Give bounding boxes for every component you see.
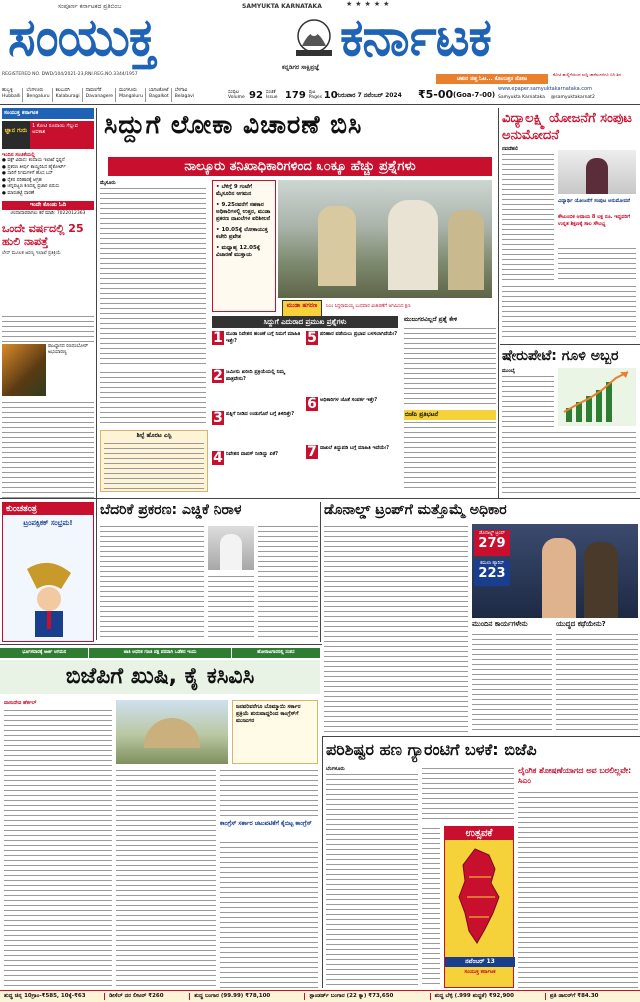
masthead-title-2: ಕರ್ನಾಟಕ (340, 8, 491, 68)
trump-more-1: ಮುಂದಿನ ಕಾರ್ಯಗಳೇನು (472, 620, 528, 628)
census-photo (116, 700, 228, 764)
trump-votes-box: ಡೊನಾಲ್ಡ್ ಟ್ರಂಪ್ 279 (474, 530, 510, 556)
issue-price-goa: (Goa-7-00) (453, 91, 496, 99)
muda-tag: ಮುಡಾ ಹಗರಣ (282, 300, 322, 320)
twitter-link[interactable]: @samyuktakarnat2 (550, 95, 595, 100)
tiger-photo-caption: ರಾಜಸ್ಥಾನದ ರಣಥಂಬೋರ್ ಅಭಯಾರಣ್ಯ (48, 344, 88, 355)
hdk-headline: ಬೆದರಿಕೆ ಪ್ರಕರಣ: ಎಚ್ಡಿಕೆ ನಿರಾಳ (100, 502, 242, 518)
website-link[interactable]: www.epaper.samyuktakarnataka.com (498, 86, 592, 92)
trump-headline: ಡೊನಾಲ್ಡ್ ಟ್ರಂಪ್‌ಗೆ ಮತ್ತೊಮ್ಮೆ ಅಧಿಕಾರ (324, 502, 507, 518)
edition-item: ಮಂಗಳೂರು Mangaluru (119, 88, 146, 102)
vidyalakshmi-pull1: ವಿದ್ಯಾರ್ಥಿ ಯೋಜನೆಗೆ ಸಂಪುಟ ಅನುಮೋದನೆ (558, 198, 630, 204)
question-item: 3 ಪತ್ನಿಗೆ ನೀಡಿದ ಉಡುಗೊರೆ ಬಗ್ಗೆ ತಿಳಿದಿತ್ತೇ? (213, 410, 295, 426)
tiger-story-title: ಒಂದೇ ವರ್ಷದಲ್ಲಿ 25 ಹುಲಿ ನಾಪತ್ತೆ (2, 222, 84, 248)
census-headline: ಬಿಜೆಪಿಗೆ ಖುಷಿ, ಕೈ ಕಸಿವಿಸಿ (0, 660, 320, 694)
cartoon-figure-icon (21, 559, 77, 639)
index-item[interactable]: ● ರೈತರ ಪರಿಹಾರಕ್ಕೆ ಆಗ್ರಹ (2, 177, 42, 183)
ticker-item: ಡೀಸೆಲ್ ದರ ಲೀಟರ್ ₹260 (105, 993, 190, 1000)
promo-box[interactable]: ಜ್ಞಾನ ಗುರು 1 ಕೋಟಿ ರೂಪಾಯಿ ಗೆಲ್ಲುವ ಅವಕಾಶ (2, 121, 94, 149)
right-strip: ಕೋಟಿ ಹುಲ್ಲಿಗೆಯಿಂದ ಸುದ್ದಿ ಚಾನೆಲುಗಳಿಗೂ ಬಿಗಿ ತಿದ (553, 72, 621, 77)
slogan-strip: ಚತುರ ಚಿತ್ತ ಓಟ... ಕೊಂಬತ್ತರ ನೋಟ (436, 74, 548, 84)
ticker-item: ಶುದ್ಧ ಬಂಗಾರ (99.99) ₹78,100 (190, 993, 305, 1000)
issue-info: ಸಂಪುಟ Volume 92 ಸಂಚಿಕೆ Issue 179 ಪುಟ Pages 10 (228, 89, 338, 101)
rates-ticker (0, 990, 640, 1002)
emblem-caption: ಕನ್ನಡಿಗರ ಸಾಕ್ಷಿಪ್ರಜ್ಞೆ (282, 64, 320, 71)
questions-header: ಸಿದ್ದುಗೆ ಎದುರಾದ ಪ್ರಮುಖ ಪ್ರಶ್ನೆಗಳು (212, 316, 398, 328)
minister-photo (558, 150, 636, 194)
question-item: 7 ದಾಖಲೆ ತಿದ್ದುಪಡಿ ಬಗ್ಗೆ ಮಾಹಿತಿ ಇದೆಯೇ? (307, 444, 390, 460)
box2-title: ಬಿಜೆಪಿ ಪ್ರತಿಭಟನೆ (404, 410, 496, 420)
index-item[interactable]: ● ಸಾರಿಗೆ ನಿಗಮಗಳಿಗೆ ಹೊಸ ಬಸ್ (2, 171, 53, 176)
edition-item: ಬಾಗಲಕೋಟೆ Bagalkot (149, 88, 172, 102)
lead-bullets (212, 180, 276, 312)
tiger-story-kicker: ಲೇಸ್ ಮೂಲಕ ಅರಣ್ಯ ಇಲಾಖೆ ಪ್ರತಿಕ್ರಿಯೆ (2, 251, 61, 256)
market-dateline: ಮುಂಬೈ (502, 368, 516, 374)
registration-no: REGISTERED NO. DWD/104/2021-23,RNI.REG.NO.3344/1957 (2, 72, 138, 77)
questions-list (212, 331, 398, 487)
census-pullquote: ಜನವರಿವರೆಗೂ ಬೊಮ್ಮಾಯಿ ಸರ್ಕಾರ ಪ್ರಕ್ರಿಯೆ ಶುರುವಾದ್ದರಿಂದ ಕಾಂಗ್ರೆಸ್‌ಗೆ ಮುಜುಗರ (232, 700, 318, 764)
cartoon-box (2, 502, 94, 642)
edition-item: ಹುಬ್ಬಳ್ಳಿ Hubballi (2, 88, 23, 102)
index-title: ಇಂದಿನ ಸಂಚಿಕೆಯಲ್ಲಿ (2, 152, 35, 158)
index-item[interactable]: ● ವಕ್ಫ್ ವಿವಾದ: ಕಂದಾಯ ಇಲಾಖೆ ಸ್ಪಷ್ಟನೆ (2, 158, 65, 163)
cm-side-headline: ಲೈಂಗಿಕ ಶೋಷಣೆಯಾಗದ ಅವ ಬರಲಿಲ್ಲವೇ: ಸಿಎಂ (518, 766, 632, 785)
social-links (498, 95, 595, 100)
issue-date: ಗುರುವಾರ 7 ನವೆಂಬರ್ 2024 (336, 92, 402, 99)
bjp-headline: ಪರಿಶಿಷ್ಟರ ಹಣ ಗ್ಯಾರಂಟಿಗೆ ಬಳಕೆ: ಬಿಜೆಪಿ (326, 740, 537, 759)
lead-headline: ಸಿದ್ದುಗೆ ಲೋಕಾ ವಿಚಾರಣೆ ಬಿಸಿ (104, 110, 363, 139)
masthead-title-1: ಸಂಯುಕ್ತ (8, 8, 156, 68)
lead-bullet: • ಬೆಳಿಗ್ಗೆ 9 ಗಂಟೆಗೆ ಮೈಸೂರಿನ ಆಗಮನ (216, 184, 253, 197)
box1-title: ಮುಜುಗರವಿಲ್ಲದೆ ಪ್ರಶ್ನೆ ಕೇಳಿ (404, 316, 458, 323)
utsava-ad[interactable] (444, 826, 514, 988)
sidebox-sp: ಶಿಲ್ಪೆ ಹೊರಟ ಎಸ್ಪಿ (100, 430, 208, 492)
edition-item: ಕಲಬುರಗಿ Kalaburagi (56, 88, 83, 102)
ticker-item: ಶುದ್ಧ ಚಿನ್ನ 10ಗ್ರಾಂ-₹585, 10ಕ್ಕೆ-₹63 (0, 993, 105, 1000)
hdk-photo (208, 526, 254, 570)
utsava-date: ನವೆಂಬರ್ 13 (445, 957, 515, 967)
vidyalakshmi-headline: ವಿದ್ಯಾಲಕ್ಷ್ಮಿ ಯೋಜನೆಗೆ ಸಂಪುಟ ಅನುಮೋದನೆ (502, 111, 632, 143)
census-pull2: ಕಾಂಗ್ರೆಸ್ ಸರ್ಕಾರ ಚಟುವಟಿಕೆಗೆ ಕೈಬಿಟ್ಟ ಕಾಂಗ್ರೆಸ್ (220, 820, 312, 827)
vidyalakshmi-pull2: ಕೌಟುಂಬಿಕ ಆದಾಯ 8 ಲಕ್ಷ ರೂ. ಇದ್ದವರಿಗೆ ಉನ್ನತ ಶಿಕ್ಷಣಕ್ಕೆ ಸಾಲ ಸೌಲಭ್ಯ (558, 214, 630, 227)
masthead (0, 0, 640, 104)
edition-item: ದಾವಣಗೆರೆ Davanagere (86, 88, 116, 102)
lead-dateline: ಮೈಸೂರು (100, 180, 116, 186)
utsava-title: ಉತ್ಸವಕೆ (445, 827, 513, 840)
editions-row (2, 88, 224, 102)
lead-subhead: ನಾಲ್ಕೂರು ತನಿಖಾಧಿಕಾರಿಗಳಿಂದ ೩೦ಕ್ಕೂ ಹೆಚ್ಚು ಪ್ರಶ್ನೆಗಳು (108, 157, 492, 176)
census-kicker: ಭೂಗಳವಾರಕ್ಕೆ ಅರ್ಜಿ ಆಗಮನ ಜಾತಿ ಆಧರಿತ ಗಣತಿ ಪಕ್ಷ ಪರವಾಗಿ ಒಡೆತನ ಇಂದು ಹೋರಾಟಗಾರರಲ್ಲಿ ಸಂತಸ (0, 648, 320, 658)
masthead-tagline: ಸಂಪೂರ್ಣ ಕರ್ನಾಟಕದ ಪ್ರತಿಬಿಂಬ (58, 3, 122, 10)
lead-photo-caption: ಸಿಎಂ ಸಿದ್ದರಾಮಯ್ಯ ಬುಧವಾರ ವಿಚಾರಣೆಗೆ ಆಗಮಿಸಿದ ಕ್ಷಣ (326, 304, 411, 309)
market-chart (558, 368, 636, 426)
facebook-link[interactable]: Samyukta Karnataka (498, 95, 545, 100)
vidyalakshmi-dateline: ನವದೆಹಲಿ (502, 146, 519, 152)
harris-votes-box: ಕಮಲಾ ಹ್ಯಾರಿಸ್ 223 (474, 560, 510, 586)
ticker-item: ಶುದ್ಧ ಬೆಳ್ಳಿ (.999 ಶುದ್ಧತೆ) ₹92,900 (431, 993, 546, 1000)
index-list (2, 158, 94, 197)
question-item: 5 ಪರಿಹಾರ ಪಡೆಯಲು ಪ್ರಭಾವ ಬಳಸಲಾಗಿದೆಯೇ? (307, 330, 398, 346)
lead-photo (278, 180, 492, 298)
edition-item: ಬೆಳಗಾವಿ Belagavi (174, 88, 195, 99)
left-header: ಸಂಯುಕ್ತ ಕರ್ನಾಟಕ (2, 108, 94, 119)
contact-title: ಇಂದೇ ಕೊಂಡು ಓದಿ (2, 201, 94, 210)
ticker-item: ಪ್ರತಿ ಡಾಲರ್‌ಗೆ ₹84.30 (549, 993, 599, 999)
question-item: 2 ಜಮೀನು ಖರೀದಿ ಪ್ರಕ್ರಿಯೆಯಲ್ಲಿ ನಿಮ್ಮ ಪಾತ್ರವೇನು? (213, 368, 285, 384)
lead-bullet: • 10.05ಕ್ಕೆ ಲೋಕಾಯುಕ್ತ ಕಚೇರಿ ಪ್ರವೇಶ (216, 227, 268, 240)
lead-bullet: • 9.25ರವರೆಗೆ ಸಹಕಾರ ಅಧಿಕಾರಿಗಳಲ್ಲಿ ಉತ್ತರ, ಮುಡಾ ಪ್ರಕರಣ ದಾಖಲೆಗಳ ಪರಿಶೀಲನೆ (216, 202, 271, 222)
emblem-icon (288, 16, 340, 64)
brand-english: SAMYUKTA KARNATAKA (242, 3, 322, 10)
trump-more-2: ಯುದ್ಧದ ಕಥೆಯೇನು? (556, 620, 606, 628)
karnataka-map-icon (455, 847, 505, 947)
question-item: 1 ಮುಡಾ ನಿವೇಶನ ಹಂಚಿಕೆ ಬಗ್ಗೆ ನಿಮಗೆ ಮಾಹಿತಿ ಇತ್ತೇ? (213, 330, 301, 346)
edition-item: ಬೆಂಗಳೂರು Bengaluru (26, 88, 52, 102)
tiger-photo (2, 344, 46, 396)
index-item[interactable]: ● ಪ್ರಕರಣ ತೀರ್ಪು ಕಾಯ್ದಿರಿಸಿದ ಹೈಕೋರ್ಟ್ (2, 164, 66, 170)
lead-bullet: • ಮಧ್ಯಾಹ್ನ 12.05ಕ್ಕೆ ವಿಚಾರಣೆ ಮುಕ್ತಾಯ (216, 245, 261, 258)
cartoon-title: ಕುಂಚತಂತ್ರ (3, 503, 93, 515)
index-item[interactable]: ● ಮಾರುಕಟ್ಟೆ ಧಾರಣೆ (2, 190, 35, 196)
question-item: 6 ಅಧಿಕಾರಿಗಳ ಜೊತೆ ಸಂಪರ್ಕ ಇತ್ತೇ? (307, 396, 378, 412)
contact-phone: ಚಂದಾದಾರರಾಗಲು ಕರೆ ಮಾಡಿ: 7022012363 (10, 211, 86, 216)
issue-price: ₹5-00 (418, 88, 454, 101)
masthead-stars: ★★★★★ (346, 0, 393, 8)
index-item[interactable]: ● ಚನ್ನಪಟ್ಟಣ ಕಣದಲ್ಲಿ ಪ್ರಚಾರ ಬಿರುಸು (2, 184, 60, 189)
cartoon-bubble: ಟ್ರಂಪಕ್ಸಿಕಕ್ ಸಂಭ್ರಮ! (23, 519, 73, 527)
bjp-dateline: ಬೆಂಗಳೂರು (326, 766, 345, 772)
question-item: 4 ನಿವೇಶನ ವಾಪಸ್ ನೀಡಿದ್ದು ಏಕೆ? (213, 450, 279, 466)
market-headline: ಷೇರುಪೇಟೆ: ಗೂಳಿ ಅಬ್ಬರ (502, 348, 619, 364)
ticker-item: ಸ್ಟಾಂಡರ್ಡ್ ಬಂಗಾರ (22 ಕ್ಯಾ) ₹73,650 (305, 993, 430, 1000)
utsava-sub: ಸಂಯುಕ್ತ ಕರ್ನಾಟಕ (464, 969, 496, 975)
census-byline: ವಾಸುದೇವ ಹೆರ್ಕಲ್ (4, 700, 37, 706)
